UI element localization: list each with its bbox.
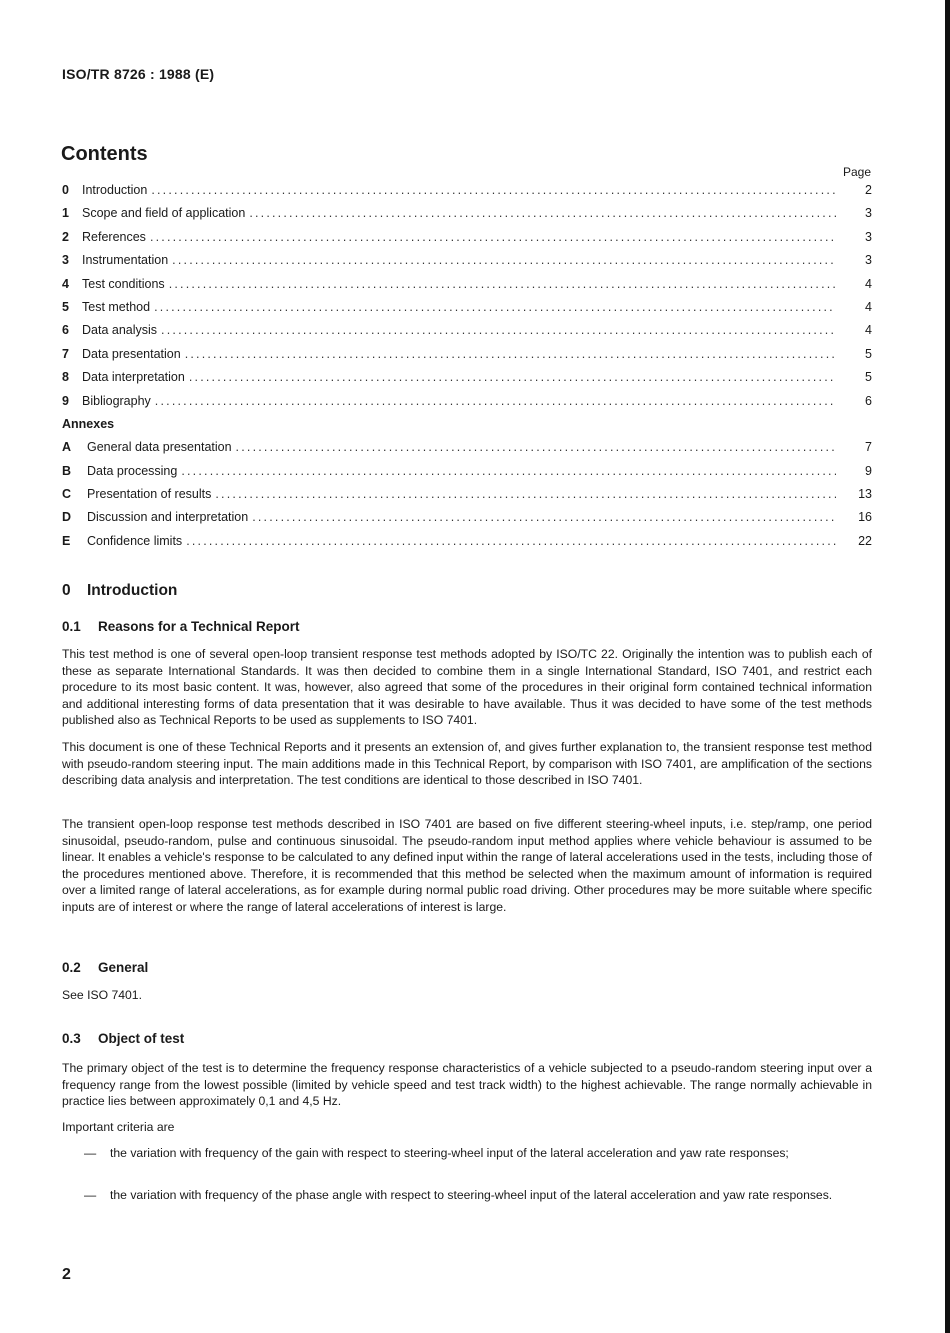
contents-heading: Contents	[61, 143, 148, 165]
page-column-label: Page	[842, 165, 871, 179]
toc-annex-page: 13	[858, 487, 872, 502]
paragraph-reasons-3: The transient open-loop response test methods described in ISO 7401 are based on five different steering-wheel inputs, i.e. step/ramp, one period sinusoidal, pseudo-random, pulse and continuous sinusoidal. The pseudo-random input method applies where vehicle behaviour is assumed to be linear. It enables a vehicle's response to be calculated to any defined input within the range of lateral accelerations used in the tests, including those of the procedures mentioned above. Therefore, it is recommended that this method be selected when the maximum amount of information is required over a limited range of lateral accelerations, as for example during normal public road driving. Other procedures may be more suitable where specific inputs are of interest or where the range of lateral accelerations of interest is large.	[62, 817, 872, 914]
toc-annex-page: 22	[858, 533, 872, 548]
toc-entry-title: Scope and field of application	[82, 206, 246, 221]
toc-annex-letter: C	[62, 487, 72, 502]
toc-entry-number: 3	[62, 253, 69, 268]
toc-annex-a[interactable]	[62, 440, 872, 463]
subsection-title: Reasons for a Technical Report	[98, 619, 300, 634]
annexes-heading: Annexes	[62, 416, 115, 431]
toc-entry-page: 4	[865, 323, 872, 338]
toc-leader-dots	[252, 510, 836, 524]
toc-entry-page: 3	[865, 253, 872, 268]
section-heading-introduction	[62, 582, 177, 600]
toc-entry-number: 0	[62, 183, 69, 197]
toc-annex-letter: B	[62, 463, 72, 478]
list-item-text: the variation with frequency of the gain with respect to steering-wheel input of the lateral acceleration and yaw rate responses;	[110, 1146, 789, 1160]
toc-entry-page: 3	[865, 206, 872, 221]
toc-entry-number: 7	[62, 346, 69, 361]
toc-leader-dots	[236, 440, 836, 454]
toc-leader-dots	[249, 206, 836, 220]
toc-entry-number: 2	[62, 229, 69, 244]
toc-entry-title: Data interpretation	[82, 370, 185, 385]
subsection-heading-object-of-test	[62, 1031, 184, 1046]
toc-entry-scope[interactable]	[62, 206, 872, 229]
toc-entry-title: Bibliography	[82, 393, 151, 408]
subsection-heading-reasons	[62, 619, 300, 634]
toc-entry-page: 2	[865, 183, 872, 197]
toc-annex-letter: A	[62, 440, 72, 455]
subsection-title: Object of test	[98, 1031, 185, 1046]
toc-leader-dots	[185, 347, 836, 361]
page-edge-bar	[945, 0, 950, 1333]
list-item-phase	[84, 1187, 872, 1204]
toc-annex-page: 9	[865, 463, 872, 478]
toc-annex-page: 7	[865, 440, 872, 455]
subsection-title: General	[98, 960, 149, 975]
toc-entry-number: 9	[62, 393, 69, 408]
toc-annex-title: Confidence limits	[87, 533, 183, 548]
paragraph-reasons-1: This test method is one of several open-loop transient response test methods adopted by ISO/TC 22. Originally the intention was to publish each of these as separate International Standards. It was then decided to combine them in a single International Standard, ISO 7401, and restrict each procedure to its most basic content. It was, however, also agreed that some of the procedures in their original form contained technical information and additional interesting forms of data presentation that it was desirable to have available. Thus it was decided to have some of the test methods published also as Technical Reports to be used as supplements to ISO 7401.	[62, 647, 872, 728]
section-title: Introduction	[87, 582, 178, 599]
toc-annex-letter: E	[62, 533, 71, 548]
toc-annex-letter: D	[62, 510, 72, 525]
toc-leader-dots	[181, 464, 836, 478]
toc-leader-dots	[186, 534, 836, 548]
toc-annex-title: Presentation of results	[87, 487, 212, 502]
toc-entry-page: 5	[865, 346, 872, 361]
list-item-text: the variation with frequency of the phase angle with respect to steering-wheel input of the lateral acceleration and yaw rate responses.	[110, 1188, 833, 1202]
toc-leader-dots	[215, 487, 836, 501]
toc-entry-data-analysis[interactable]	[62, 323, 872, 346]
toc-annex-e[interactable]	[62, 534, 872, 557]
list-item-gain	[84, 1145, 872, 1162]
toc-leader-dots	[150, 230, 836, 244]
toc-annex-title: Data processing	[87, 463, 178, 478]
toc-entry-bibliography[interactable]	[62, 394, 872, 417]
toc-entry-title: Data analysis	[82, 323, 158, 338]
toc-annex-title: General data presentation	[87, 440, 232, 455]
toc-entry-number: 1	[62, 206, 69, 221]
toc-entry-instrumentation[interactable]	[62, 253, 872, 276]
toc-leader-dots	[151, 183, 836, 197]
toc-entry-data-interpretation[interactable]	[62, 370, 872, 393]
toc-entry-title: Test method	[82, 299, 151, 314]
toc-entry-number: 6	[62, 323, 69, 338]
subsection-number: 0.1	[62, 619, 81, 634]
section-number: 0	[62, 582, 71, 599]
subsection-heading-general	[62, 960, 148, 975]
toc-entry-page: 3	[865, 229, 872, 244]
toc-leader-dots	[169, 277, 836, 291]
toc-annex-c[interactable]	[62, 487, 872, 510]
list-dash: —	[84, 1146, 97, 1160]
toc-entry-introduction[interactable]	[62, 183, 872, 206]
toc-entry-title: Test conditions	[82, 276, 165, 291]
page-number: 2	[62, 1266, 71, 1283]
toc-leader-dots	[154, 300, 836, 314]
toc-entry-page: 4	[865, 299, 872, 314]
toc-entry-number: 8	[62, 370, 69, 385]
subsection-number: 0.2	[62, 960, 81, 975]
toc-leader-dots	[155, 394, 836, 408]
toc-entry-title: References	[82, 229, 146, 244]
toc-entry-title: Instrumentation	[82, 253, 169, 268]
toc-annex-page: 16	[858, 510, 872, 525]
toc-entry-references[interactable]	[62, 230, 872, 253]
toc-entry-number: 4	[62, 276, 69, 291]
toc-leader-dots	[172, 253, 836, 267]
paragraph-reasons-2: This document is one of these Technical Reports and it presents an extension of, and gives further explanation to, the transient response test method with pseudo-random steering input. The main additions made in this Technical Report, by comparison with ISO 7401, are amplification of the sections describing data analysis and interpretation. The test conditions are identical to those described in ISO 7401.	[62, 740, 872, 788]
toc-entry-page: 5	[865, 370, 872, 385]
paragraph-object-2: Important criteria are	[62, 1120, 175, 1134]
document-identifier: ISO/TR 8726 : 1988 (E)	[62, 66, 215, 82]
toc-entry-test-conditions[interactable]	[62, 277, 872, 300]
paragraph-general: See ISO 7401.	[62, 988, 142, 1002]
table-of-contents	[62, 183, 872, 557]
toc-leader-dots	[161, 323, 836, 337]
toc-entry-number: 5	[62, 299, 69, 314]
toc-entry-page: 4	[865, 276, 872, 291]
toc-entry-page: 6	[865, 393, 872, 408]
toc-entry-test-method[interactable]	[62, 300, 872, 323]
toc-annex-d[interactable]	[62, 510, 872, 533]
subsection-number: 0.3	[62, 1031, 81, 1046]
toc-annex-b[interactable]	[62, 464, 872, 487]
toc-leader-dots	[189, 370, 836, 384]
paragraph-object-1: The primary object of the test is to determine the frequency response characteristics of a vehicle subjected to a pseudo-random steering input over a frequency range from the lowest possible (limited by vehicle speed and test track width) to the highest achievable. The range normally achievable in practice lies between approximately 0,1 and 4,5 Hz.	[62, 1061, 872, 1109]
toc-annex-title: Discussion and interpretation	[87, 510, 249, 525]
toc-entry-title: Introduction	[82, 183, 148, 197]
toc-entry-data-presentation[interactable]	[62, 347, 872, 370]
list-dash: —	[84, 1188, 97, 1202]
toc-entry-title: Data presentation	[82, 346, 181, 361]
